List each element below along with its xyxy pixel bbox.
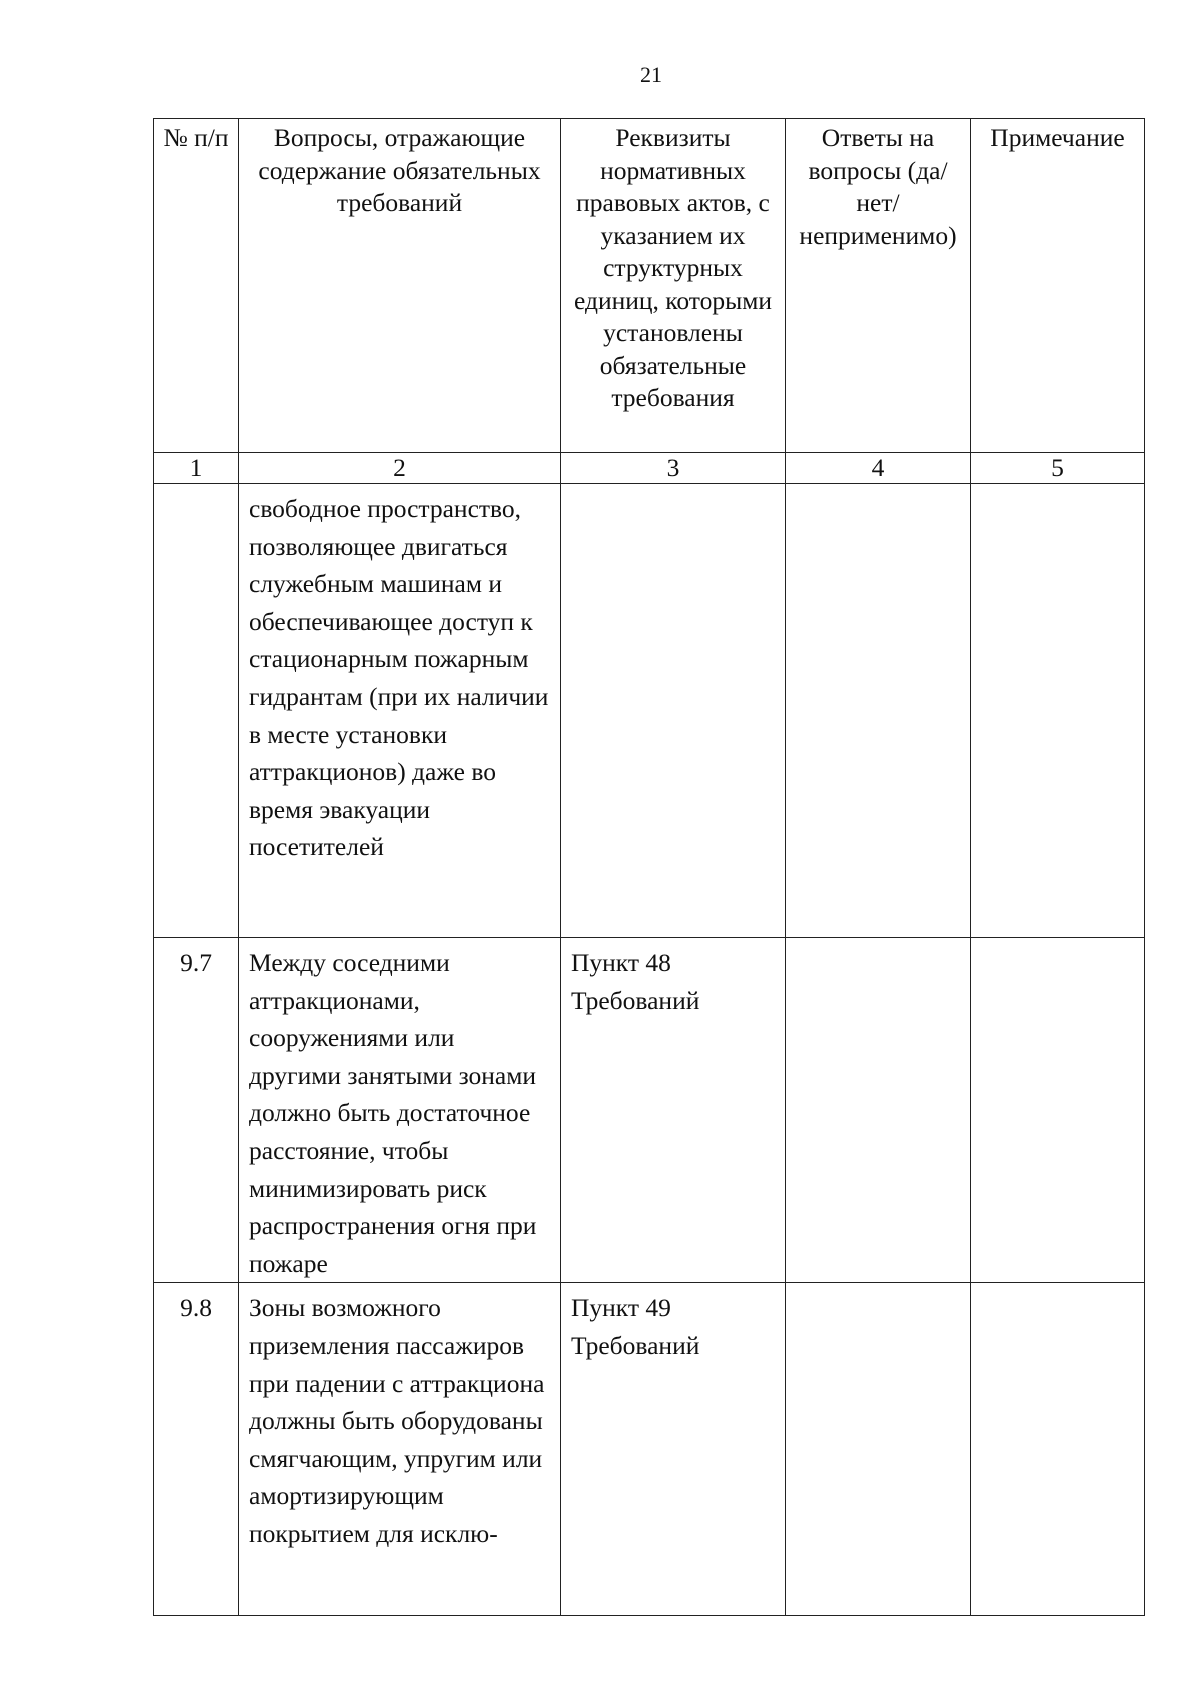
- column-number: 2: [239, 453, 561, 484]
- table-row: [154, 484, 1145, 938]
- row-note: [971, 1283, 1145, 1616]
- table-row: [154, 938, 1145, 1283]
- column-number: 1: [154, 453, 239, 484]
- table-header-row: [154, 119, 1145, 453]
- column-number: 4: [786, 453, 971, 484]
- header-question: Вопросы, отражающие содержание обязательных требований: [239, 119, 561, 453]
- header-answer: Ответы на вопросы (да/нет/ неприменимо): [786, 119, 971, 453]
- row-note: [971, 484, 1145, 938]
- requirements-table: [153, 118, 1145, 1616]
- row-answer: [786, 484, 971, 938]
- header-requisites: Реквизиты нормативных правовых актов, с указанием их структурных единиц, которыми установлены обязательные требования: [561, 119, 786, 453]
- row-requisites: [561, 484, 786, 938]
- row-number: 9.7: [154, 938, 239, 1283]
- row-number: [154, 484, 239, 938]
- column-number: 3: [561, 453, 786, 484]
- column-number: 5: [971, 453, 1145, 484]
- row-requisites: Пункт 48 Требований: [561, 938, 786, 1283]
- header-num: № п/п: [154, 119, 239, 453]
- row-note: [971, 938, 1145, 1283]
- row-question: Зоны возможного приземления пассажиров при падении с аттракциона должны быть оборудованы смягчающим, упругим или амортизирующим покрытием для исклю-: [239, 1283, 561, 1616]
- row-answer: [786, 938, 971, 1283]
- row-answer: [786, 1283, 971, 1616]
- row-number: 9.8: [154, 1283, 239, 1616]
- row-question: Между соседними аттракционами, сооружениями или другими занятыми зонами должно быть достаточное расстояние, чтобы минимизировать риск распространения огня при пожаре: [239, 938, 561, 1283]
- header-note: Примечание: [971, 119, 1145, 453]
- row-question: свободное пространство, позволяющее двигаться служебным машинам и обеспечивающее доступ к стационарным пожарным гидрантам (при их наличии в месте установки аттракционов) даже во время эвакуации посетителей: [239, 484, 561, 938]
- page-number: 21: [640, 62, 662, 87]
- table-row: [154, 1283, 1145, 1616]
- row-requisites: Пункт 49 Требований: [561, 1283, 786, 1616]
- column-numbers-row: [154, 453, 1145, 484]
